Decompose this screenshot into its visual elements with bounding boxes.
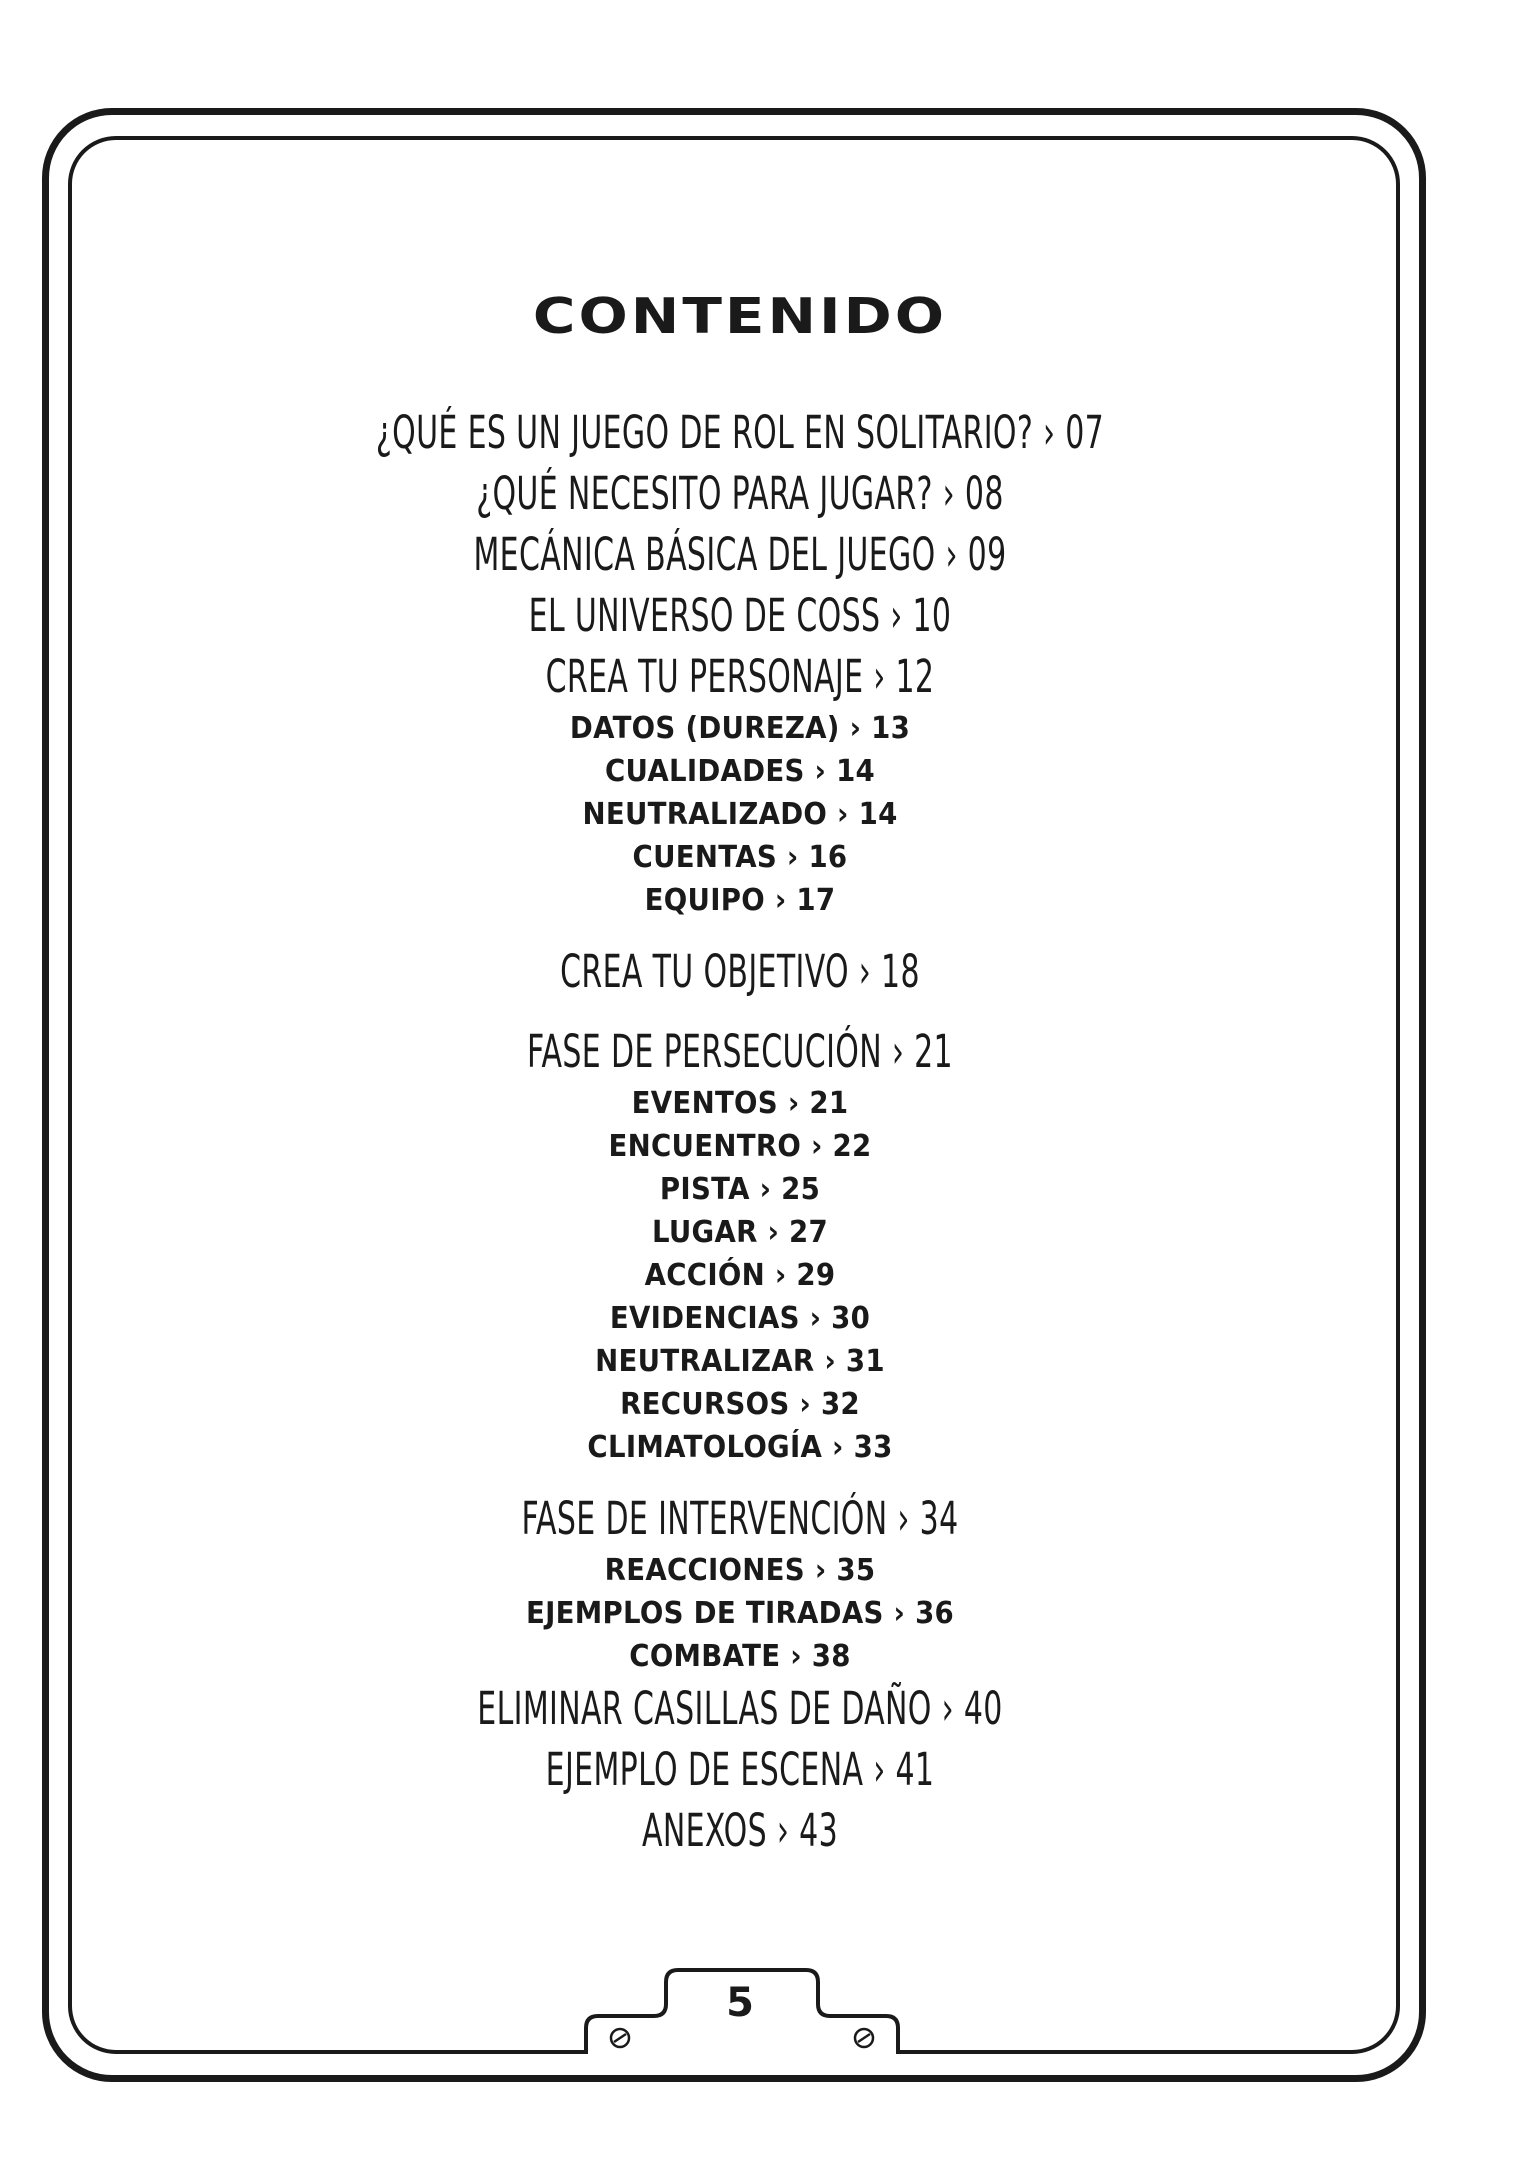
toc-subentry[interactable]: EQUIPO › 17 xyxy=(644,883,836,918)
page-number: 5 xyxy=(726,1980,754,2026)
toc-subentry[interactable]: NEUTRALIZADO › 14 xyxy=(582,797,898,832)
screw-icon-left xyxy=(611,2029,629,2047)
toc-entry[interactable]: EJEMPLO DE ESCENA › 41 xyxy=(545,1743,935,1796)
toc-entry[interactable]: ANEXOS › 43 xyxy=(641,1804,839,1857)
toc-entry[interactable]: ELIMINAR CASILLAS DE DAÑO › 40 xyxy=(477,1682,1003,1735)
toc-subentry[interactable]: EVENTOS › 21 xyxy=(631,1086,849,1121)
screw-icon-right xyxy=(855,2029,873,2047)
toc-subentry[interactable]: EJEMPLOS DE TIRADAS › 36 xyxy=(525,1596,955,1631)
toc-subentry[interactable]: RECURSOS › 32 xyxy=(620,1387,860,1422)
toc-entry[interactable]: EL UNIVERSO DE COSS › 10 xyxy=(528,589,952,642)
toc-subentry[interactable]: CUALIDADES › 14 xyxy=(604,754,876,789)
toc-entry[interactable]: CREA TU OBJETIVO › 18 xyxy=(560,945,920,998)
toc-entry[interactable]: ¿QUÉ NECESITO PARA JUGAR? › 08 xyxy=(476,467,1004,520)
toc-subentry[interactable]: LUGAR › 27 xyxy=(651,1215,829,1250)
toc-subentry[interactable]: NEUTRALIZAR › 31 xyxy=(595,1344,885,1379)
toc-subentry[interactable]: PISTA › 25 xyxy=(659,1172,821,1207)
toc-subentry[interactable]: CLIMATOLOGÍA › 33 xyxy=(587,1430,893,1465)
toc-subentry[interactable]: EVIDENCIAS › 30 xyxy=(609,1301,871,1336)
toc-entry[interactable]: ¿QUÉ ES UN JUEGO DE ROL EN SOLITARIO? › 07 xyxy=(375,406,1105,459)
toc-entry[interactable]: MECÁNICA BÁSICA DEL JUEGO › 09 xyxy=(473,528,1007,581)
toc-entry[interactable]: CREA TU PERSONAJE › 12 xyxy=(545,650,935,703)
toc-subentry[interactable]: DATOS (DUREZA) › 13 xyxy=(569,711,911,746)
toc-subentry[interactable]: REACCIONES › 35 xyxy=(604,1553,876,1588)
toc-subentry[interactable]: ENCUENTRO › 22 xyxy=(608,1129,872,1164)
toc-subentry[interactable]: COMBATE › 38 xyxy=(629,1639,851,1674)
page-title: CONTENIDO xyxy=(532,287,948,345)
toc-entry[interactable]: FASE DE INTERVENCIÓN › 34 xyxy=(521,1492,959,1545)
toc-entry[interactable]: FASE DE PERSECUCIÓN › 21 xyxy=(526,1025,953,1078)
table-of-contents xyxy=(0,402,1480,1861)
toc-subentry[interactable]: CUENTAS › 16 xyxy=(632,840,848,875)
toc-subentry[interactable]: ACCIÓN › 29 xyxy=(644,1258,836,1293)
